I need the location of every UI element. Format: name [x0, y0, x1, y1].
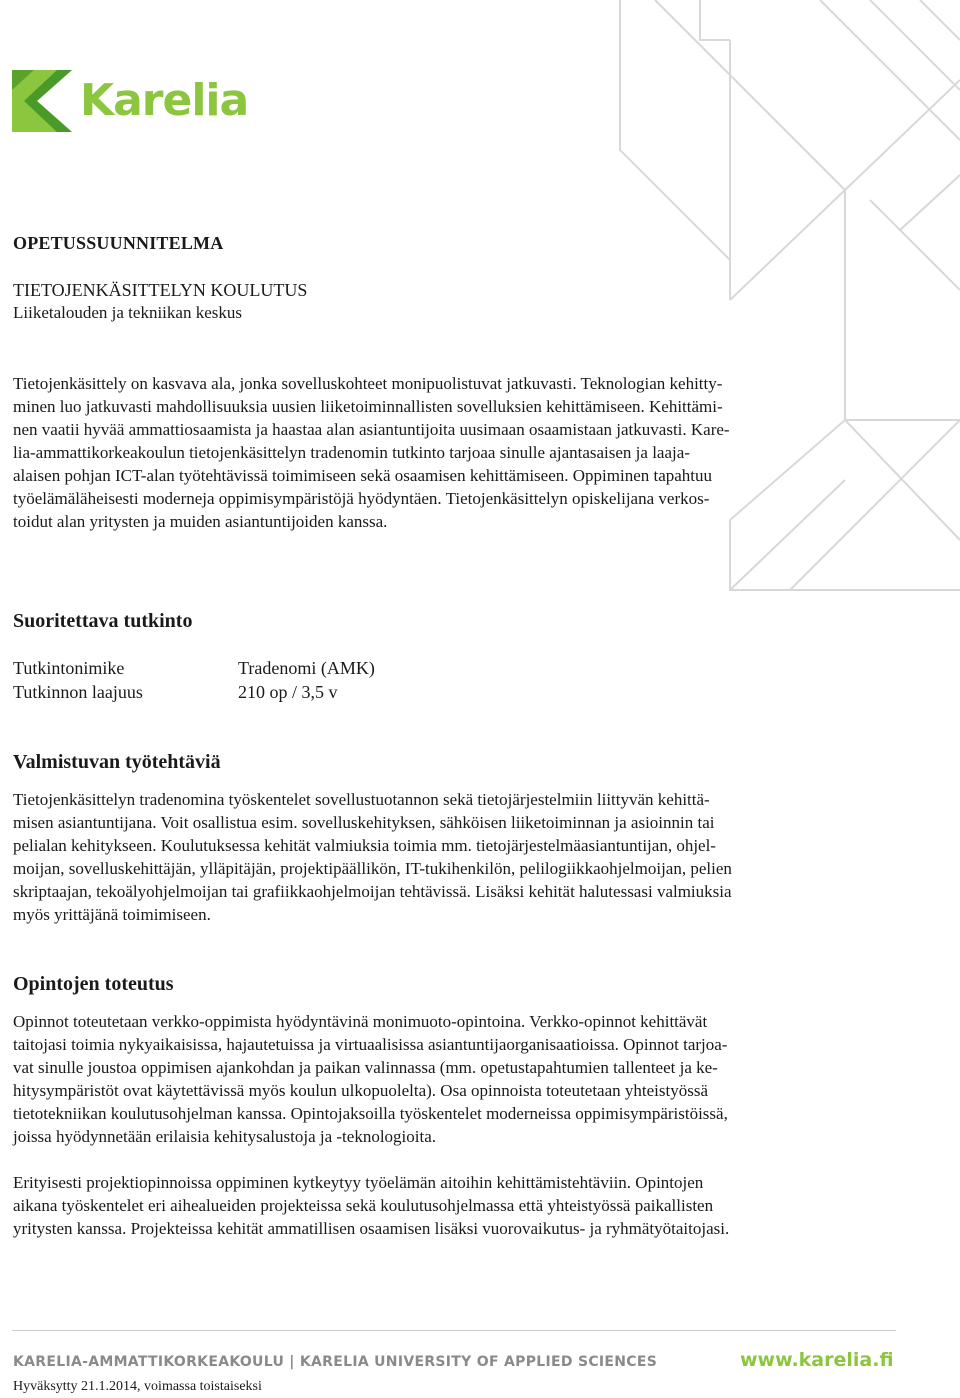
- jobs-heading: Valmistuvan työtehtäviä: [13, 751, 221, 773]
- text-line: skriptaajan, tekoälyohjelmoijan tai grafiikkaohjelmoijan tehtävissä. Lisäksi kehität halutessasi valmiuksia: [13, 882, 732, 901]
- text-line: työelämäläheisesti moderneja oppimisympäristöjä hyödyntäen. Tietojenkäsittelyn opiskelijana verkos-: [13, 489, 710, 508]
- degree-scope-label: Tutkinnon laajuus: [13, 682, 143, 702]
- approval-note: Hyväksytty 21.1.2014, voimassa toistaiseksi: [13, 1379, 262, 1394]
- text-line: joissa hyödynnetään erilaisia kehitysalustoja ja -teknologioita.: [13, 1127, 437, 1146]
- text-line: toidut alan yritysten ja muiden asiantuntijoiden kanssa.: [13, 512, 388, 531]
- text-line: Opinnot toteutetaan verkko-oppimista hyödyntävinä monimuoto-opintoina. Verkko-opinnot kehittävät: [13, 1012, 708, 1031]
- text-line: nen vaatii hyvää ammattiosaamista ja haastaa alan asiantuntijoita uusimaan osaamistaan jatkuvasti. Kare-: [13, 420, 730, 439]
- jobs-paragraph: [13, 788, 883, 926]
- text-line: lia-ammattikorkeakoulun tietojenkäsittelyn tradenomin tutkinto tarjoaa sinulle ajantasaisen ja laaja-: [13, 443, 690, 462]
- text-line: myös yrittäjänä toimimiseen.: [13, 905, 211, 924]
- studies-paragraph-2: [13, 1171, 883, 1240]
- footer-divider: [12, 1330, 896, 1331]
- text-line: alaisen pohjan ICT-alan työtehtävissä toimimiseen sekä osaamisen kehittämiseen. Oppiminen tapahtuu: [13, 466, 713, 485]
- degree-title-value: Tradenomi (AMK): [238, 658, 375, 678]
- text-line: minen luo jatkuvasti mahdollisuuksia uusien liiketoiminnallisten sovelluksien kehittämiseen. Kehittämi-: [13, 397, 723, 416]
- text-line: aikana työskentelet eri aihealueiden projekteissa sekä koulutusohjelmassa että yhteistyössä paikallisten: [13, 1196, 714, 1215]
- text-line: hitysympäristöt ovat käytettävissä myös koulun ulkopuolelta). Osa opinnoista toteutetaan yhteistyössä: [13, 1081, 709, 1100]
- text-line: Tietojenkäsittelyn tradenomina työskentelet sovellustuotannon sekä tietojärjestelmiin liittyvän kehittä-: [13, 790, 710, 809]
- text-line: taitojasi toimia nykyaikaisissa, hajautetuissa ja virtuaalisissa asiantuntijaorganisaatioissa. Opinnot tarjoa-: [13, 1035, 728, 1054]
- text-line: yritysten kanssa. Projekteissa kehität ammatillisen osaamisen lisäksi vuorovaikutus- ja ryhmätyötaitojasi.: [13, 1219, 730, 1238]
- studies-paragraph-1: [13, 1010, 883, 1148]
- document-title: OPETUSSUUNNITELMA: [13, 233, 224, 253]
- text-line: vat sinulle joustoa oppimisen ajankohdan ja paikan valinnassa (mm. opetustapahtumien tallenteet ja ke-: [13, 1058, 718, 1077]
- footer-institution: KARELIA-AMMATTIKORKEAKOULU | KARELIA UNIVERSITY OF APPLIED SCIENCES: [13, 1354, 658, 1370]
- text-line: Erityisesti projektiopinnoissa oppiminen kytkeytyy työelämän aitoihin kehittämistehtäviin. Opintojen: [13, 1173, 704, 1192]
- unit-name: Liiketalouden ja tekniikan keskus: [13, 303, 242, 322]
- logo-wordmark: Karelia: [80, 75, 249, 126]
- text-line: moijan, sovelluskehittäjän, ylläpitäjän, projektipäällikön, IT-tukihenkilön, pelilogiikkaohjelmoijan, pelien: [13, 859, 732, 878]
- studies-heading: Opintojen toteutus: [13, 973, 174, 995]
- program-name: TIETOJENKÄSITTELYN KOULUTUS: [13, 280, 308, 300]
- text-line: tietotekniikan koulutusohjelman kanssa. Opintojaksoilla työskentelet moderneissa oppimisympäristöissä,: [13, 1104, 728, 1123]
- footer-website-link[interactable]: www.karelia.fi: [740, 1349, 894, 1371]
- text-line: pelialan kehitykseen. Koulutuksessa kehität valmiuksia toimia mm. tietojärjestelmäasiantuntijan, ohjel-: [13, 836, 716, 855]
- intro-paragraph: [13, 372, 883, 533]
- text-line: misen asiantuntijana. Voit osallistua esim. sovelluskehityksen, sähköisen liiketoiminnan ja asioinnin tai: [13, 813, 715, 832]
- text-line: Tietojenkäsittely on kasvava ala, jonka sovelluskohteet monipuolistuvat jatkuvasti. Teknologian kehitty-: [13, 374, 723, 393]
- degree-scope-value: 210 op / 3,5 v: [238, 682, 338, 702]
- degree-heading: Suoritettava tutkinto: [13, 610, 193, 632]
- degree-title-label: Tutkintonimike: [13, 658, 125, 678]
